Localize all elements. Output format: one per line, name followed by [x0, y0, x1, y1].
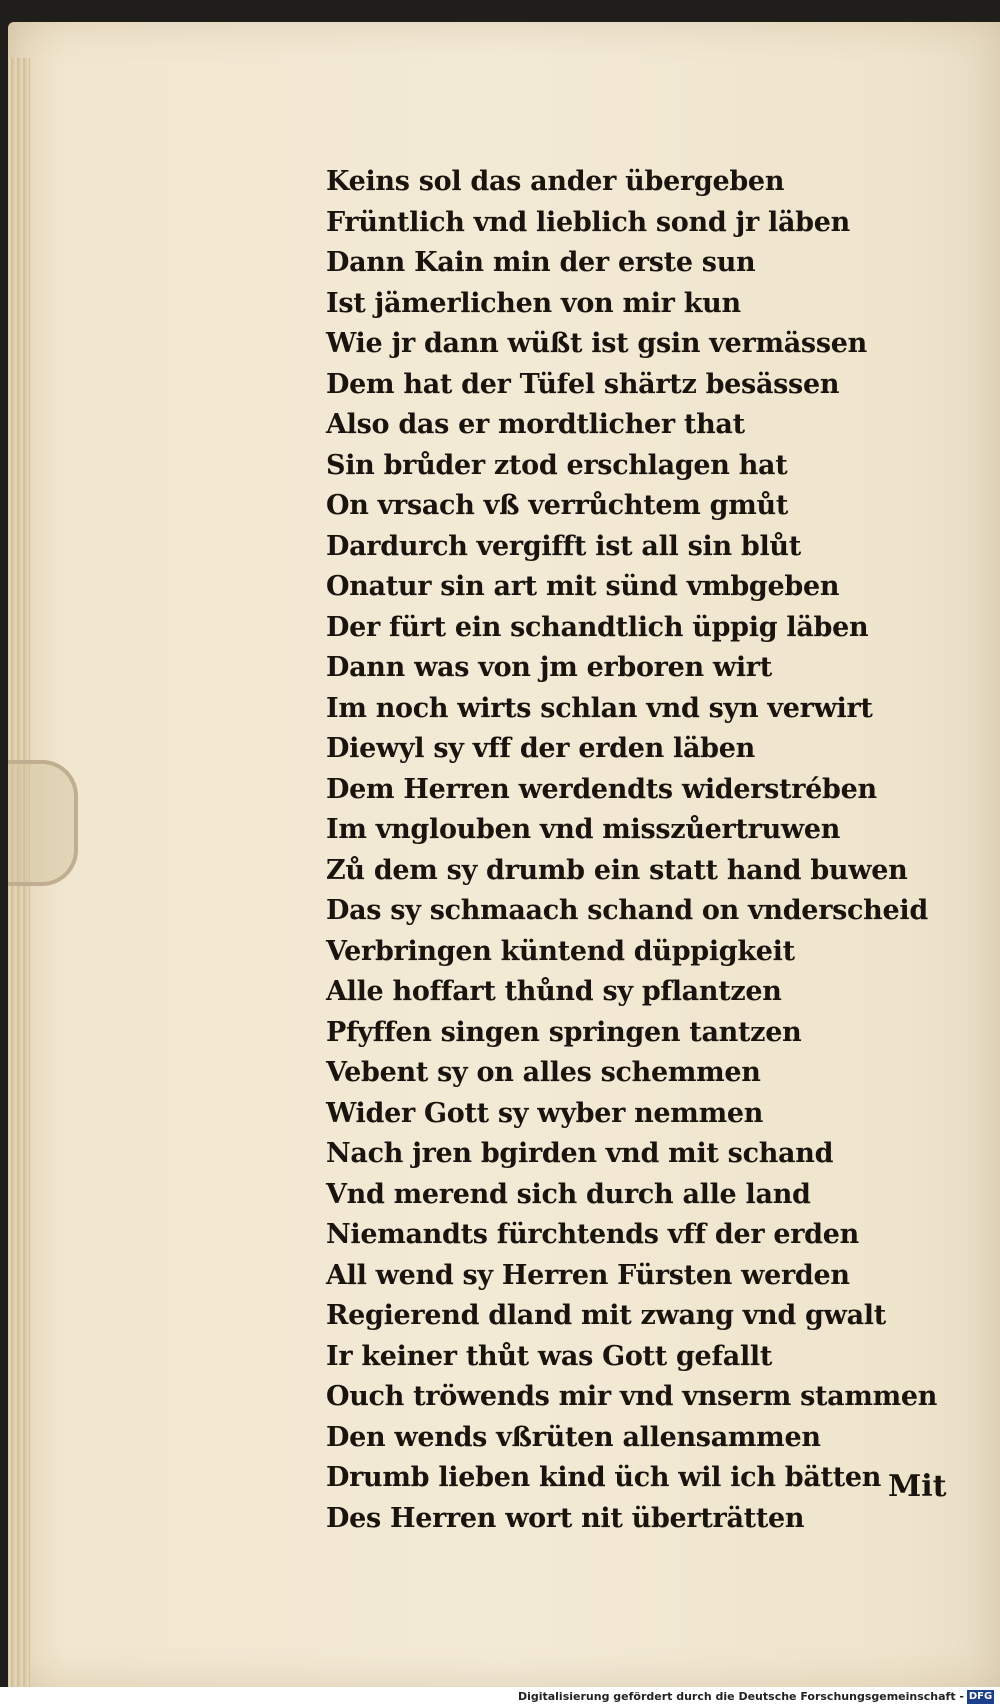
verse-line: Dann was von jm erboren wirt [326, 652, 772, 683]
verse-line: Wider Gott sy wyber nemmen [326, 1097, 764, 1129]
verse-line: Der fürt ein schandtlich üppig läben [326, 611, 869, 643]
verse-line: Den wends vßrüten allensammen [326, 1421, 821, 1453]
footer-bar [0, 1687, 1000, 1707]
dfg-logo-icon: DFG [968, 1691, 993, 1702]
book-page [8, 22, 1000, 1687]
verse-line: Drumb lieben kind üch wil ich bätten [326, 1462, 882, 1493]
verse-line: Dem hat der Tüfel shärtz besässen [326, 368, 840, 400]
verse-line: Zů dem sy drumb ein statt hand buwen [326, 854, 908, 886]
verse-line: Wie jr dann wüßt ist gsin vermässen [326, 328, 867, 359]
verse-line: Im noch wirts schlan vnd syn verwirt [326, 692, 873, 724]
verse-line: Sin brůder ztod erschlagen hat [326, 449, 788, 481]
verse-line: Diewyl sy vff der erden läben [326, 733, 755, 764]
footer-credit: Digitalisierung gefördert durch die Deutsche Forschungsgemeinschaft - [517, 1690, 964, 1703]
verse-line: Nach jren bgirden vnd mit schand [326, 1138, 834, 1169]
verse-line: Im vnglouben vnd misszůertruwen [326, 814, 841, 845]
verse-line: Ouch tröwends mir vnd vnserm stammen [326, 1381, 938, 1412]
catchword: Mit [888, 1469, 947, 1504]
verse-line: All wend sy Herren Fürsten werden [326, 1259, 850, 1291]
verse-line: Ist jämerlichen von mir kun [326, 287, 741, 319]
verse-line: Also das er mordtlicher that [326, 409, 745, 440]
verse-line: Regierend dland mit zwang vnd gwalt [326, 1300, 886, 1331]
verse-line: On vrsach vß verrůchtem gmůt [326, 490, 789, 521]
verse-line: Das sy schmaach schand on vnderscheid [326, 895, 928, 926]
verse-list [326, 162, 966, 1539]
page-clip [8, 760, 78, 886]
verse-line: Keins sol das ander übergeben [326, 166, 785, 197]
verse-line: Niemandts fürchtends vff der erden [326, 1219, 859, 1250]
verse-line: Pfyffen singen springen tantzen [326, 1016, 802, 1048]
verse-line: Onatur sin art mit sünd vmbgeben [326, 571, 840, 602]
verse-line: Vebent sy on alles schemmen [326, 1057, 761, 1088]
verse-line: Vnd merend sich durch alle land [326, 1178, 811, 1210]
verse-line: Früntlich vnd lieblich sond jr läben [326, 206, 850, 238]
verse-line: Verbringen küntend düppigkeit [326, 935, 795, 967]
verse-line: Dardurch vergifft ist all sin blůt [326, 530, 801, 562]
verse-line: Dem Herren werdendts widerstrében [326, 773, 877, 805]
verse-line: Alle hoffart thůnd sy pflantzen [326, 976, 782, 1007]
verse-line: Des Herren wort nit überträtten [326, 1502, 805, 1534]
verse-line: Ir keiner thůt was Gott gefallt [326, 1340, 773, 1372]
verse-line: Dann Kain min der erste sun [326, 247, 756, 278]
